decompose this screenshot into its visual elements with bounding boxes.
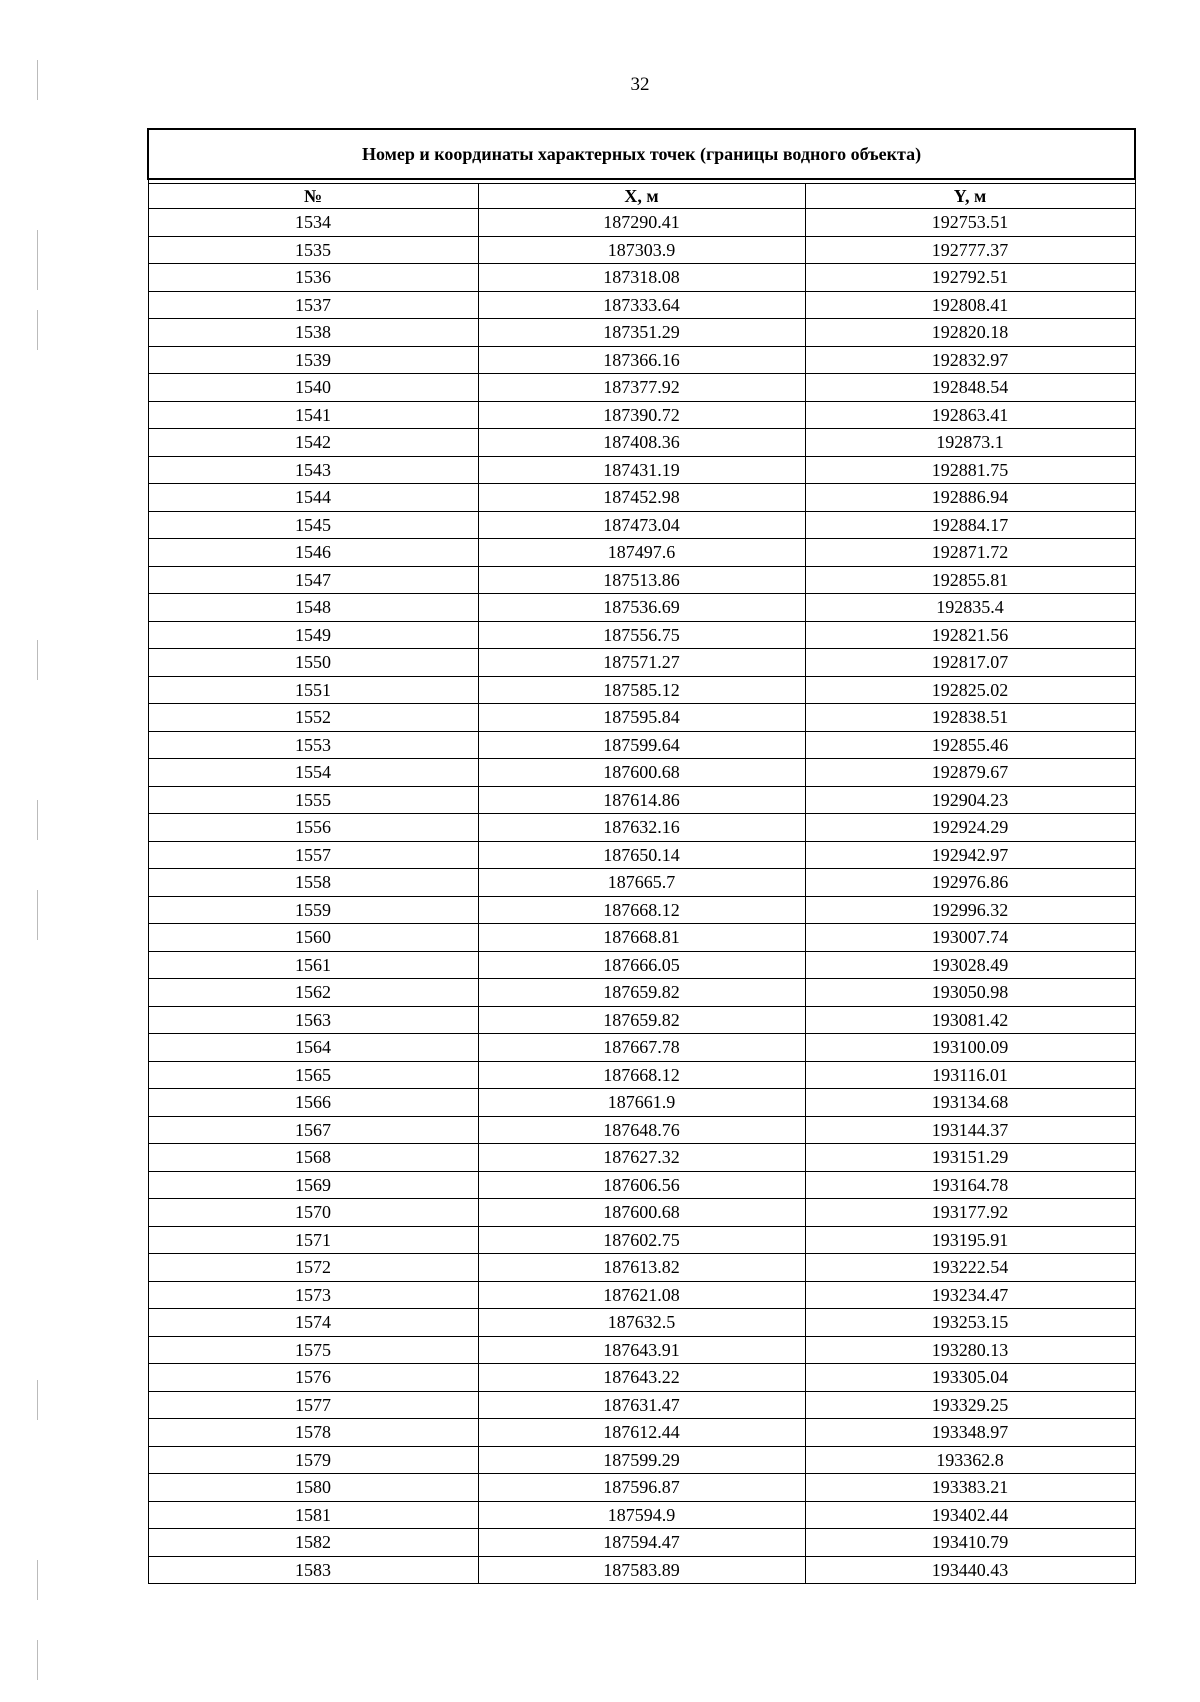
point-number-cell: 1544 bbox=[148, 484, 478, 512]
x-coordinate-cell: 187497.6 bbox=[478, 539, 805, 567]
point-number-cell: 1545 bbox=[148, 511, 478, 539]
table-row bbox=[148, 1474, 1135, 1502]
x-coordinate-cell: 187513.86 bbox=[478, 566, 805, 594]
y-coordinate-cell: 193177.92 bbox=[805, 1199, 1135, 1227]
table-row bbox=[148, 676, 1135, 704]
y-coordinate-cell: 193134.68 bbox=[805, 1089, 1135, 1117]
table-row bbox=[148, 1529, 1135, 1557]
point-number-cell: 1567 bbox=[148, 1116, 478, 1144]
table-row bbox=[148, 786, 1135, 814]
table-row bbox=[148, 979, 1135, 1007]
table-row bbox=[148, 1144, 1135, 1172]
point-number-cell: 1571 bbox=[148, 1226, 478, 1254]
x-coordinate-cell: 187408.36 bbox=[478, 429, 805, 457]
y-coordinate-cell: 192855.46 bbox=[805, 731, 1135, 759]
table-row bbox=[148, 264, 1135, 292]
scan-artifact-line bbox=[37, 1640, 38, 1680]
x-coordinate-cell: 187661.9 bbox=[478, 1089, 805, 1117]
y-coordinate-cell: 193081.42 bbox=[805, 1006, 1135, 1034]
table-header-row bbox=[148, 184, 1135, 209]
y-coordinate-cell: 192777.37 bbox=[805, 236, 1135, 264]
x-coordinate-cell: 187431.19 bbox=[478, 456, 805, 484]
x-coordinate-cell: 187612.44 bbox=[478, 1419, 805, 1447]
point-number-cell: 1558 bbox=[148, 869, 478, 897]
column-header-number: № bbox=[148, 184, 478, 209]
table-row bbox=[148, 951, 1135, 979]
point-number-cell: 1574 bbox=[148, 1309, 478, 1337]
x-coordinate-cell: 187594.47 bbox=[478, 1529, 805, 1557]
point-number-cell: 1579 bbox=[148, 1446, 478, 1474]
point-number-cell: 1552 bbox=[148, 704, 478, 732]
point-number-cell: 1581 bbox=[148, 1501, 478, 1529]
x-coordinate-cell: 187666.05 bbox=[478, 951, 805, 979]
scan-artifact-line bbox=[37, 60, 38, 100]
table-row bbox=[148, 374, 1135, 402]
x-coordinate-cell: 187668.81 bbox=[478, 924, 805, 952]
table-row bbox=[148, 1006, 1135, 1034]
x-coordinate-cell: 187621.08 bbox=[478, 1281, 805, 1309]
y-coordinate-cell: 193280.13 bbox=[805, 1336, 1135, 1364]
scan-artifact-line bbox=[37, 1380, 38, 1420]
table-row bbox=[148, 896, 1135, 924]
y-coordinate-cell: 192996.32 bbox=[805, 896, 1135, 924]
y-coordinate-cell: 192835.4 bbox=[805, 594, 1135, 622]
x-coordinate-cell: 187366.16 bbox=[478, 346, 805, 374]
y-coordinate-cell: 192820.18 bbox=[805, 319, 1135, 347]
y-coordinate-cell: 192873.1 bbox=[805, 429, 1135, 457]
point-number-cell: 1540 bbox=[148, 374, 478, 402]
table-row bbox=[148, 429, 1135, 457]
y-coordinate-cell: 192825.02 bbox=[805, 676, 1135, 704]
x-coordinate-cell: 187606.56 bbox=[478, 1171, 805, 1199]
y-coordinate-cell: 192848.54 bbox=[805, 374, 1135, 402]
x-coordinate-cell: 187333.64 bbox=[478, 291, 805, 319]
table-row bbox=[148, 1254, 1135, 1282]
y-coordinate-cell: 192817.07 bbox=[805, 649, 1135, 677]
x-coordinate-cell: 187536.69 bbox=[478, 594, 805, 622]
x-coordinate-cell: 187585.12 bbox=[478, 676, 805, 704]
table-row bbox=[148, 594, 1135, 622]
point-number-cell: 1547 bbox=[148, 566, 478, 594]
x-coordinate-cell: 187631.47 bbox=[478, 1391, 805, 1419]
point-number-cell: 1569 bbox=[148, 1171, 478, 1199]
point-number-cell: 1536 bbox=[148, 264, 478, 292]
table-row bbox=[148, 539, 1135, 567]
y-coordinate-cell: 193100.09 bbox=[805, 1034, 1135, 1062]
table-row bbox=[148, 1501, 1135, 1529]
table-row bbox=[148, 1116, 1135, 1144]
x-coordinate-cell: 187613.82 bbox=[478, 1254, 805, 1282]
table-row bbox=[148, 841, 1135, 869]
x-coordinate-cell: 187583.89 bbox=[478, 1556, 805, 1584]
point-number-cell: 1566 bbox=[148, 1089, 478, 1117]
table-row bbox=[148, 209, 1135, 237]
x-coordinate-cell: 187650.14 bbox=[478, 841, 805, 869]
table-row bbox=[148, 1061, 1135, 1089]
point-number-cell: 1583 bbox=[148, 1556, 478, 1584]
x-coordinate-cell: 187351.29 bbox=[478, 319, 805, 347]
point-number-cell: 1554 bbox=[148, 759, 478, 787]
y-coordinate-cell: 192863.41 bbox=[805, 401, 1135, 429]
table-row bbox=[148, 621, 1135, 649]
y-coordinate-cell: 193164.78 bbox=[805, 1171, 1135, 1199]
x-coordinate-cell: 187602.75 bbox=[478, 1226, 805, 1254]
point-number-cell: 1561 bbox=[148, 951, 478, 979]
point-number-cell: 1543 bbox=[148, 456, 478, 484]
table-row bbox=[148, 319, 1135, 347]
page-number: 32 bbox=[630, 74, 650, 95]
y-coordinate-cell: 193195.91 bbox=[805, 1226, 1135, 1254]
table-row bbox=[148, 346, 1135, 374]
table-row bbox=[148, 291, 1135, 319]
x-coordinate-cell: 187643.22 bbox=[478, 1364, 805, 1392]
point-number-cell: 1580 bbox=[148, 1474, 478, 1502]
point-number-cell: 1568 bbox=[148, 1144, 478, 1172]
column-header-y: Y, м bbox=[805, 184, 1135, 209]
table-row bbox=[148, 1446, 1135, 1474]
x-coordinate-cell: 187595.84 bbox=[478, 704, 805, 732]
y-coordinate-cell: 193234.47 bbox=[805, 1281, 1135, 1309]
table-row bbox=[148, 484, 1135, 512]
y-coordinate-cell: 192884.17 bbox=[805, 511, 1135, 539]
x-coordinate-cell: 187377.92 bbox=[478, 374, 805, 402]
point-number-cell: 1578 bbox=[148, 1419, 478, 1447]
table-row bbox=[148, 1226, 1135, 1254]
y-coordinate-cell: 193144.37 bbox=[805, 1116, 1135, 1144]
table-row bbox=[148, 1556, 1135, 1584]
x-coordinate-cell: 187452.98 bbox=[478, 484, 805, 512]
point-number-cell: 1565 bbox=[148, 1061, 478, 1089]
y-coordinate-cell: 192881.75 bbox=[805, 456, 1135, 484]
coordinates-table bbox=[147, 128, 1136, 1584]
table-row bbox=[148, 759, 1135, 787]
scan-artifact-line bbox=[37, 800, 38, 840]
x-coordinate-cell: 187318.08 bbox=[478, 264, 805, 292]
point-number-cell: 1537 bbox=[148, 291, 478, 319]
point-number-cell: 1550 bbox=[148, 649, 478, 677]
x-coordinate-cell: 187632.16 bbox=[478, 814, 805, 842]
point-number-cell: 1546 bbox=[148, 539, 478, 567]
y-coordinate-cell: 192838.51 bbox=[805, 704, 1135, 732]
y-coordinate-cell: 193305.04 bbox=[805, 1364, 1135, 1392]
point-number-cell: 1575 bbox=[148, 1336, 478, 1364]
point-number-cell: 1577 bbox=[148, 1391, 478, 1419]
table-row bbox=[148, 511, 1135, 539]
y-coordinate-cell: 193402.44 bbox=[805, 1501, 1135, 1529]
x-coordinate-cell: 187648.76 bbox=[478, 1116, 805, 1144]
x-coordinate-cell: 187668.12 bbox=[478, 896, 805, 924]
table-body bbox=[148, 209, 1135, 1584]
scan-artifact-line bbox=[37, 890, 38, 940]
x-coordinate-cell: 187627.32 bbox=[478, 1144, 805, 1172]
table-row bbox=[148, 401, 1135, 429]
x-coordinate-cell: 187659.82 bbox=[478, 979, 805, 1007]
point-number-cell: 1535 bbox=[148, 236, 478, 264]
point-number-cell: 1541 bbox=[148, 401, 478, 429]
y-coordinate-cell: 192821.56 bbox=[805, 621, 1135, 649]
column-header-x: X, м bbox=[478, 184, 805, 209]
table-title: Номер и координаты характерных точек (границы водного объекта) bbox=[148, 129, 1135, 179]
x-coordinate-cell: 187667.78 bbox=[478, 1034, 805, 1062]
y-coordinate-cell: 193410.79 bbox=[805, 1529, 1135, 1557]
table-row bbox=[148, 566, 1135, 594]
point-number-cell: 1563 bbox=[148, 1006, 478, 1034]
x-coordinate-cell: 187596.87 bbox=[478, 1474, 805, 1502]
table-row bbox=[148, 869, 1135, 897]
y-coordinate-cell: 193116.01 bbox=[805, 1061, 1135, 1089]
y-coordinate-cell: 193329.25 bbox=[805, 1391, 1135, 1419]
y-coordinate-cell: 193151.29 bbox=[805, 1144, 1135, 1172]
table-row bbox=[148, 731, 1135, 759]
point-number-cell: 1572 bbox=[148, 1254, 478, 1282]
x-coordinate-cell: 187643.91 bbox=[478, 1336, 805, 1364]
x-coordinate-cell: 187632.5 bbox=[478, 1309, 805, 1337]
y-coordinate-cell: 192855.81 bbox=[805, 566, 1135, 594]
table-row bbox=[148, 456, 1135, 484]
x-coordinate-cell: 187556.75 bbox=[478, 621, 805, 649]
x-coordinate-cell: 187659.82 bbox=[478, 1006, 805, 1034]
point-number-cell: 1542 bbox=[148, 429, 478, 457]
x-coordinate-cell: 187600.68 bbox=[478, 759, 805, 787]
y-coordinate-cell: 192886.94 bbox=[805, 484, 1135, 512]
point-number-cell: 1560 bbox=[148, 924, 478, 952]
y-coordinate-cell: 193362.8 bbox=[805, 1446, 1135, 1474]
table-row bbox=[148, 1336, 1135, 1364]
point-number-cell: 1553 bbox=[148, 731, 478, 759]
x-coordinate-cell: 187303.9 bbox=[478, 236, 805, 264]
y-coordinate-cell: 193222.54 bbox=[805, 1254, 1135, 1282]
table-row bbox=[148, 649, 1135, 677]
table-row bbox=[148, 1391, 1135, 1419]
scan-artifact-line bbox=[37, 640, 38, 680]
point-number-cell: 1534 bbox=[148, 209, 478, 237]
table-row bbox=[148, 1281, 1135, 1309]
x-coordinate-cell: 187599.29 bbox=[478, 1446, 805, 1474]
y-coordinate-cell: 192924.29 bbox=[805, 814, 1135, 842]
x-coordinate-cell: 187599.64 bbox=[478, 731, 805, 759]
y-coordinate-cell: 193028.49 bbox=[805, 951, 1135, 979]
x-coordinate-cell: 187473.04 bbox=[478, 511, 805, 539]
x-coordinate-cell: 187290.41 bbox=[478, 209, 805, 237]
table-row bbox=[148, 704, 1135, 732]
y-coordinate-cell: 192871.72 bbox=[805, 539, 1135, 567]
x-coordinate-cell: 187594.9 bbox=[478, 1501, 805, 1529]
table-row bbox=[148, 1034, 1135, 1062]
y-coordinate-cell: 193050.98 bbox=[805, 979, 1135, 1007]
table-row bbox=[148, 1171, 1135, 1199]
y-coordinate-cell: 193348.97 bbox=[805, 1419, 1135, 1447]
y-coordinate-cell: 193007.74 bbox=[805, 924, 1135, 952]
x-coordinate-cell: 187571.27 bbox=[478, 649, 805, 677]
table-title-row bbox=[148, 129, 1135, 179]
table-row bbox=[148, 1199, 1135, 1227]
y-coordinate-cell: 192976.86 bbox=[805, 869, 1135, 897]
x-coordinate-cell: 187600.68 bbox=[478, 1199, 805, 1227]
scan-artifact-line bbox=[37, 310, 38, 350]
point-number-cell: 1562 bbox=[148, 979, 478, 1007]
y-coordinate-cell: 192792.51 bbox=[805, 264, 1135, 292]
point-number-cell: 1549 bbox=[148, 621, 478, 649]
y-coordinate-cell: 192879.67 bbox=[805, 759, 1135, 787]
table-row bbox=[148, 1309, 1135, 1337]
point-number-cell: 1582 bbox=[148, 1529, 478, 1557]
y-coordinate-cell: 192942.97 bbox=[805, 841, 1135, 869]
table-row bbox=[148, 1364, 1135, 1392]
point-number-cell: 1564 bbox=[148, 1034, 478, 1062]
table-row bbox=[148, 236, 1135, 264]
scan-artifact-line bbox=[37, 1560, 38, 1600]
point-number-cell: 1576 bbox=[148, 1364, 478, 1392]
table-row bbox=[148, 1089, 1135, 1117]
point-number-cell: 1573 bbox=[148, 1281, 478, 1309]
y-coordinate-cell: 192904.23 bbox=[805, 786, 1135, 814]
point-number-cell: 1570 bbox=[148, 1199, 478, 1227]
point-number-cell: 1548 bbox=[148, 594, 478, 622]
x-coordinate-cell: 187614.86 bbox=[478, 786, 805, 814]
x-coordinate-cell: 187665.7 bbox=[478, 869, 805, 897]
table-row bbox=[148, 814, 1135, 842]
y-coordinate-cell: 192832.97 bbox=[805, 346, 1135, 374]
y-coordinate-cell: 192753.51 bbox=[805, 209, 1135, 237]
point-number-cell: 1551 bbox=[148, 676, 478, 704]
y-coordinate-cell: 193253.15 bbox=[805, 1309, 1135, 1337]
table-row bbox=[148, 924, 1135, 952]
scan-artifact-line bbox=[37, 230, 38, 290]
table-row bbox=[148, 1419, 1135, 1447]
point-number-cell: 1555 bbox=[148, 786, 478, 814]
point-number-cell: 1538 bbox=[148, 319, 478, 347]
point-number-cell: 1557 bbox=[148, 841, 478, 869]
y-coordinate-cell: 193383.21 bbox=[805, 1474, 1135, 1502]
y-coordinate-cell: 192808.41 bbox=[805, 291, 1135, 319]
point-number-cell: 1559 bbox=[148, 896, 478, 924]
y-coordinate-cell: 193440.43 bbox=[805, 1556, 1135, 1584]
x-coordinate-cell: 187668.12 bbox=[478, 1061, 805, 1089]
point-number-cell: 1556 bbox=[148, 814, 478, 842]
point-number-cell: 1539 bbox=[148, 346, 478, 374]
x-coordinate-cell: 187390.72 bbox=[478, 401, 805, 429]
